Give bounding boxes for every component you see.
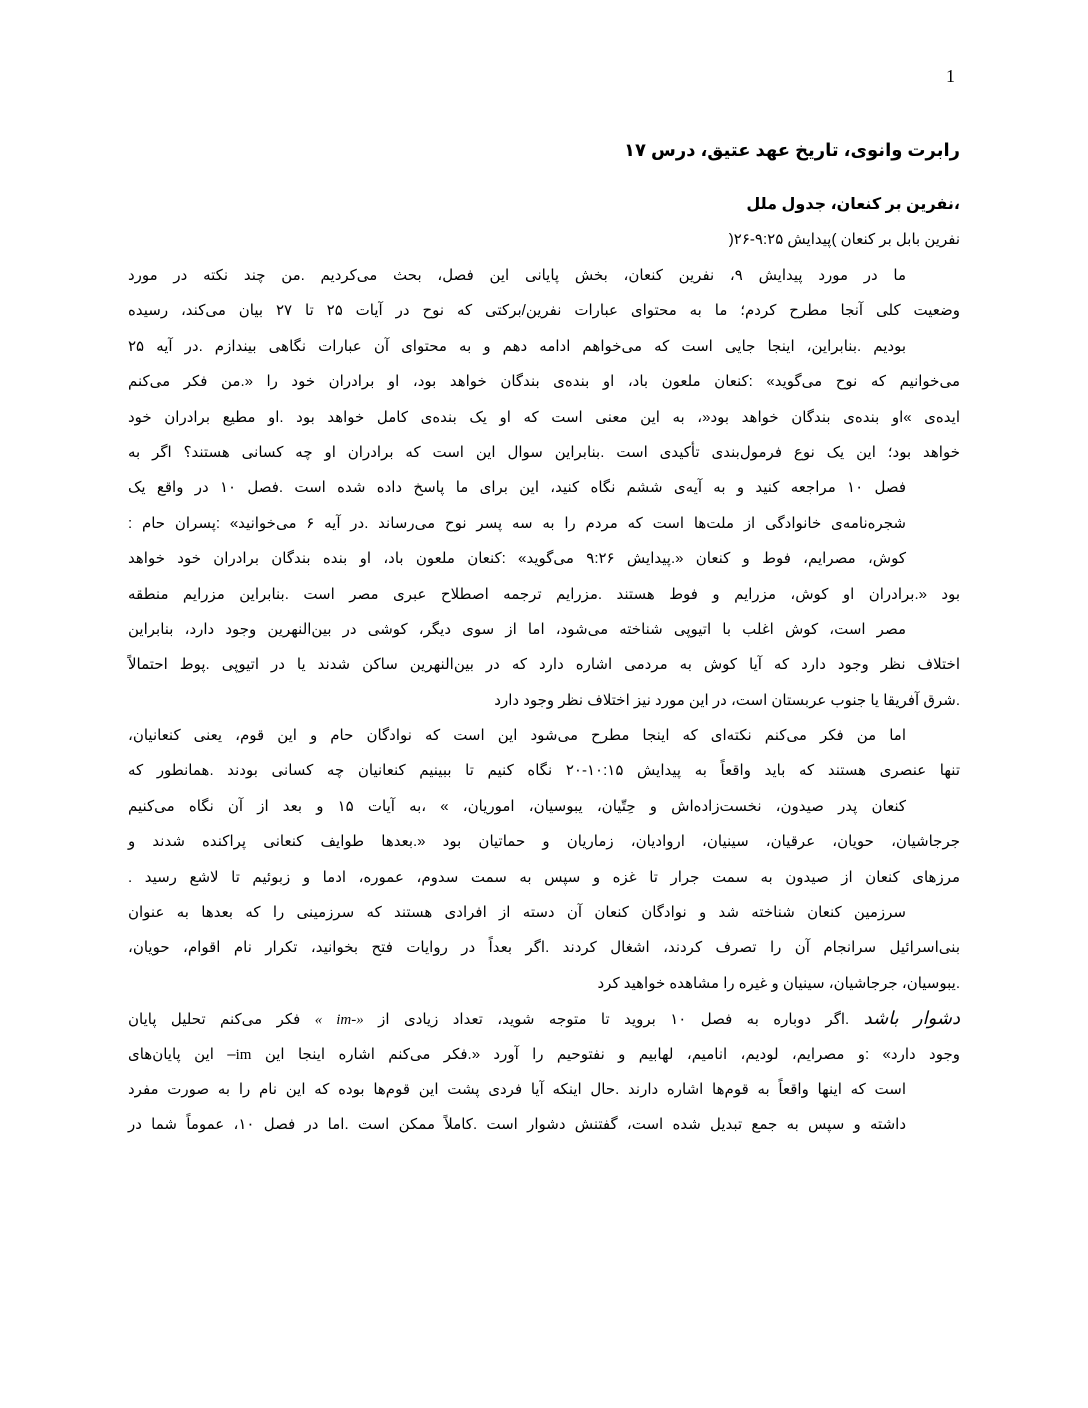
paragraph-line: می‌خوانیم که نوح می‌گوید» :کنعان ملعون باد، او بنده‌ی بندگان خواهد بود، او برادران خود را «.من فکر می‌کنم	[128, 373, 960, 391]
paragraph-line: مصر است، کوش اغلب با اتیوپی شناخته می‌شود، اما از سوی دیگر، کوشی در بین‌النهرین وجود دارد، بنابراین	[128, 620, 906, 638]
paragraph-line-mixed	[128, 1001, 960, 1036]
document-title: رابرت وانوی، تاریخ عهد عتیق، درس ۱۷	[624, 140, 960, 160]
paragraph-line: بنی‌اسرائیل سرانجام آن را تصرف کردند، اشغال کردند .اگر بعداً در روایات فتح بخوانید، تکرار نام اقوام، حویان،	[128, 939, 960, 957]
paragraph-line: .شرق آفریقا یا جنوب عربستان است، در این مورد نیز اختلاف نظر وجود دارد	[494, 691, 960, 709]
paragraph-line: ایده‌ی »او بنده‌ی بندگان خواهد بود«، به این معنی است که او یک بنده‌ی کامل خواهد بود .او مطیع برادران خود	[128, 408, 960, 426]
paragraph-line: اختلاف نظر وجود دارد که آیا کوش به مردمی اشاره دارد که در بین‌النهرین ساکن شدند یا در اتیوپی .پوط احتمالاً	[128, 656, 960, 674]
paragraph-line: سرزمین کنعان شناخته شد و نوادگان کنعان آن دسته از افرادی هستند که سرزمینی را که بعدها به عنوان	[128, 904, 906, 922]
paragraph-line-mixed	[128, 1037, 960, 1072]
paragraph-line: بودیم .بنابراین، اینجا جایی است که می‌خواهم ادامه دهم و به محتوای آن عبارات نگاهی بیندازم .در آیه ۲۵	[128, 337, 906, 355]
paragraph-line: ما در مورد پیدایش ۹، نفرین کنعان، بخش پایانی این فصل، بحث می‌کردیم .من چند نکته در مورد	[128, 267, 906, 284]
paragraph-line: است که اینها واقعاً به قوم‌ها اشاره دارند .حال اینکه آیا فردی پشت این قوم‌ها بوده که این نام را به صورت مفرد	[128, 1080, 906, 1098]
paragraph-line: مرزهای کنعان از صیدون به سمت جرار تا غزه و سپس به سمت سدوم، عموره، ادما و زبوئیم تا لاشع رسید .	[128, 868, 960, 886]
section-subtitle: ،نفرین بر کنعان، جدول ملل	[746, 196, 960, 213]
latin-suffix-term: im	[235, 1046, 252, 1063]
page-number: 1	[946, 66, 955, 86]
paragraph-line: کوش، مصرایم، فوط و کنعان «.پیدایش ۹:۲۶ می‌گوید» :کنعان ملعون باد، او بنده بندگان برادران خود خواهد	[128, 550, 906, 568]
paragraph-line: فصل ۱۰ مراجعه کنید و به آیه‌ی ششم نگاه کنید، این برای ما پاسخ داده شده است .فصل ۱۰ در واقع یک	[128, 479, 906, 497]
paragraph-line: داشته و سپس به جمع تبدیل شده است، گفتنش دشوار است .کاملاً ممکن است .اما در فصل ۱۰، عموماً شما در	[128, 1116, 906, 1134]
latin-suffix-term: «-im »	[314, 1012, 364, 1029]
paragraph-line: خواهد بود؛ این یک نوع فرمول‌بندی تأکیدی است .بنابراین سوال این است که برادران او چه کسانی هستند؟ اگر به	[128, 443, 960, 461]
paragraph-line: تنها عنصری هستند که باید واقعاً به پیدایش ۱۰:۱۵-۲۰ نگاه کنیم تا ببینیم کنعانیان چه کسانی بودند .همانطور که	[128, 762, 960, 780]
paragraph-line: وضعیت کلی آنجا مطرح کردم؛ ما به محتوای عبارات نفرین/برکتی که نوح در آیات ۲۵ تا ۲۷ بیان می‌کند، رسیده	[128, 302, 960, 320]
text-segment: فکر می‌کنم تحلیل پایان	[128, 1011, 315, 1029]
text-segment: وجود دارد» :و مصرایم، لودیم، انامیم، لهابیم و نفتوحیم را آورد «.فکر می‌کنم اشاره اینجا این	[251, 1045, 960, 1063]
paragraph-line: شجره‌نامه‌ی خانوادگی از ملت‌ها است که مردم را به سه پسر نوح می‌رساند .در آیه ۶ می‌خوانید» :پسران حام :	[128, 514, 907, 532]
document-body	[128, 124, 960, 1143]
text-segment: – این پایان‌های	[128, 1045, 236, 1063]
paragraph-line: اما من فکر می‌کنم نکته‌ای که اینجا مطرح می‌شود این است که نوادگان حام و این قوم، یعنی کنعانیان،	[128, 727, 906, 745]
paragraph-line: .یبوسیان، جرجاشیان، سینیان و غیره را مشاهده خواهید کرد	[597, 974, 960, 992]
italic-phrase: دشوار باشد	[863, 1008, 960, 1029]
text-segment: .اگر دوباره به فصل ۱۰ بروید تا متوجه شوید، تعداد زیادی از	[363, 1011, 864, 1029]
paragraph-line: جرجاشیان، حویان، عرقیان، سینیان، اروادیان، زماریان و حماتیان بود «.بعدها طوایف کنعانی پراکنده شدند و	[128, 833, 960, 851]
scripture-reference: نفرین بابل بر کنعان )پیدایش ۹:۲۵-۲۶(	[728, 231, 960, 248]
paragraph-line: بود «.برادران او کوش، مزرایم و فوط هستند .مزرایم ترجمه اصطلاح عبری مصر است .بنابراین مزرایم منطقه	[128, 585, 960, 603]
paragraph-line: کنعان پدر صیدون، نخست‌زاده‌اش و حِتّیان، یبوسیان، اموریان، » ،به آیات ۱۵ و بعد از آن نگاه می‌کنیم	[128, 797, 906, 815]
